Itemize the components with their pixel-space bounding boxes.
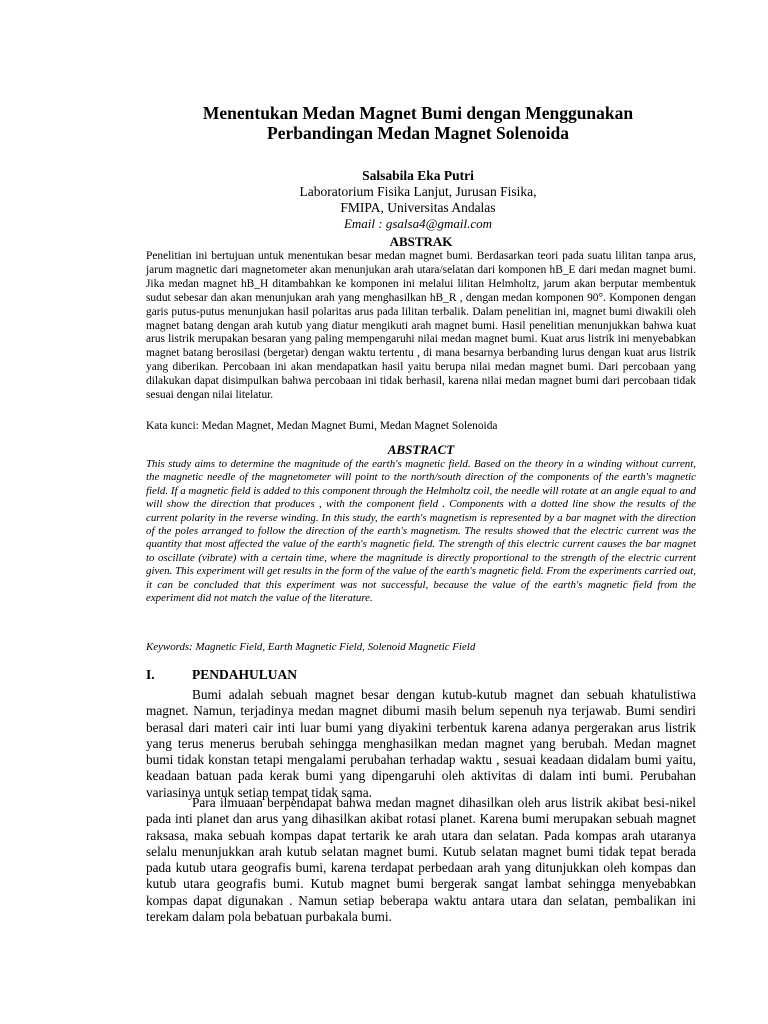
affiliation-line-2: FMIPA, Universitas Andalas — [340, 200, 496, 215]
section-heading — [146, 667, 297, 683]
affiliation-line-1: Laboratorium Fisika Lanjut, Jurusan Fisika, — [299, 184, 537, 199]
author-name: Salsabila Eka Putri — [362, 168, 474, 183]
title-block — [140, 103, 696, 232]
abstract-heading: ABSTRACT — [387, 442, 455, 457]
abstract-text: This study aims to determine the magnitude of the earth's magnetic field. Based on the theory in a winding without current, the magnetic needle of the magnetometer will point to the north/south direction of the components of the earth's magnetic field. If a magnetic field is added to this component through the Helmholtz coil, the needle will rotate at an angle equal to and will show the direction that produces , with the component field . Components with a dotted line show the results of the current polarity in the reverse winding. In this study, the earth's magnetism is represented by a bar magnet with the direction of the poles arranged to follow the direction of the earth's magnetism. The results showed that the electric current was the quantity that most affected the value of the earth's magnetic field. The strength of this electric current causes the bar magnet to oscillate (vibrate) with a certain time, where the magnitude is directly proportional to the strength of the electric current given. This experiment will get results in the form of the value of the earth's magnetic field. From the experiments carried out, it can be concluded that this experiment was not successful, because the value of the earth's magnetic field from the experiment did not match the value of the literature. — [146, 458, 696, 605]
section-number: I. — [146, 667, 155, 682]
paper-title-line-2: Perbandingan Medan Magnet Solenoida — [267, 123, 569, 143]
abstrak-text: Penelitian ini bertujuan untuk menentukan besar medan magnet bumi. Berdasarkan teori pada suatu lilitan tanpa arus, jarum magnetic dari magnetometer akan menunjukan arah utara/selatan dari komponen hB_E dari medan magnet bumi. Jika medan magnet hB_H ditambahkan ke komponen ini melalui lilitan Helmholtz, jarum akan berputar membentuk sudut sebesar dan akan menunjukan arah yang menghasilkan hB_R , dengan medan komponen 90°. Komponen dengan garis putus-putus menunjukan hasil polaritas arus pada lilitan terbalik. Dalam penelitian ini, magnet bumi diwakili oleh magnet batang dengan arah kutub yang diatur mengikuti arah magnet bumi. Hasil penelitian menunjukkan bahwa kuat arus listrik merupakan besaran yang paling mempengaruhi nilai medan magnet bumi. Kuat arus listrik ini menyebabkan magnet batang berosilasi (bergetar) dengan waktu tertentu , di mana besarnya berbanding lurus dengan kuat arus listrik yang diberikan. Percobaan ini akan mendapatkan hasil yaitu berupa nilai medan magnet bumi. Dari percobaan yang dilakukan dapat disimpulkan bahwa percobaan ini tidak berhasil, karena nilai medan magnet bumi dari percobaan tidak sesuai dengan nilai litelatur. — [146, 250, 696, 402]
abstrak-heading: ABSTRAK — [389, 234, 453, 249]
intro-paragraph-2: Para ilmuaan berpendapat bahwa medan magnet dihasilkan oleh arus listrik akibat besi-nikel pada inti planet dan arus yang dihasilkan akibat rotasi planet. Karena bumi merupakan sebuah magnet raksasa, maka sebuah kompas dapat tertarik ke arah utara dan selatan. Pada kompas arah utaranya selalu menunjukkan arah kutub selatan magnet bumi. Kutub selatan magnet bumi tidak tepat berada pada kutub utara geografis bumi, karena terdapat perbedaan arah yang ditunjukkan oleh kompas dan kutub utara geografis bumi. Kutub magnet bumi bergerak sangat lambat sehingga menyebabkan kompas dapat digunakan . Namun setiap beberapa waktu antara utara dan selatan, pembalikan ini terekam dalam pola bebatuan purbakala bumi. — [146, 795, 696, 925]
abstract-keywords: Keywords: Magnetic Field, Earth Magnetic Field, Solenoid Magnetic Field — [146, 641, 476, 653]
paper-title-line-1: Menentukan Medan Magnet Bumi dengan Menggunakan — [202, 103, 634, 123]
intro-paragraph-1: Bumi adalah sebuah magnet besar dengan kutub-kutub magnet dan sebuah khatulistiwa magnet. Namun, terjadinya medan magnet dibumi masih belum sepenuh nya terjawab. Bumi sendiri berasal dari materi cair inti luar bumi yang diyakini terbentuk karena adanya pergerakan arus listrik yang terus menerus berubah sehingga menghasilkan medan magnet yang berubah. Medan magnet bumi tidak konstan tetapi mengalami perubahan terhadap waktu , sesuai keadaan didalam bumi yaitu, keadaan batuan pada kerak bumi yang dipengaruhi oleh aktivitas di dalam inti bumi. Perubahan variasinya untuk setiap tempat tidak sama. — [146, 687, 696, 800]
author-email: Email : gsalsa4@gmail.com — [343, 216, 493, 231]
section-title: PENDAHULUAN — [192, 667, 298, 682]
abstrak-keywords: Kata kunci: Medan Magnet, Medan Magnet Bumi, Medan Magnet Solenoida — [146, 420, 498, 432]
